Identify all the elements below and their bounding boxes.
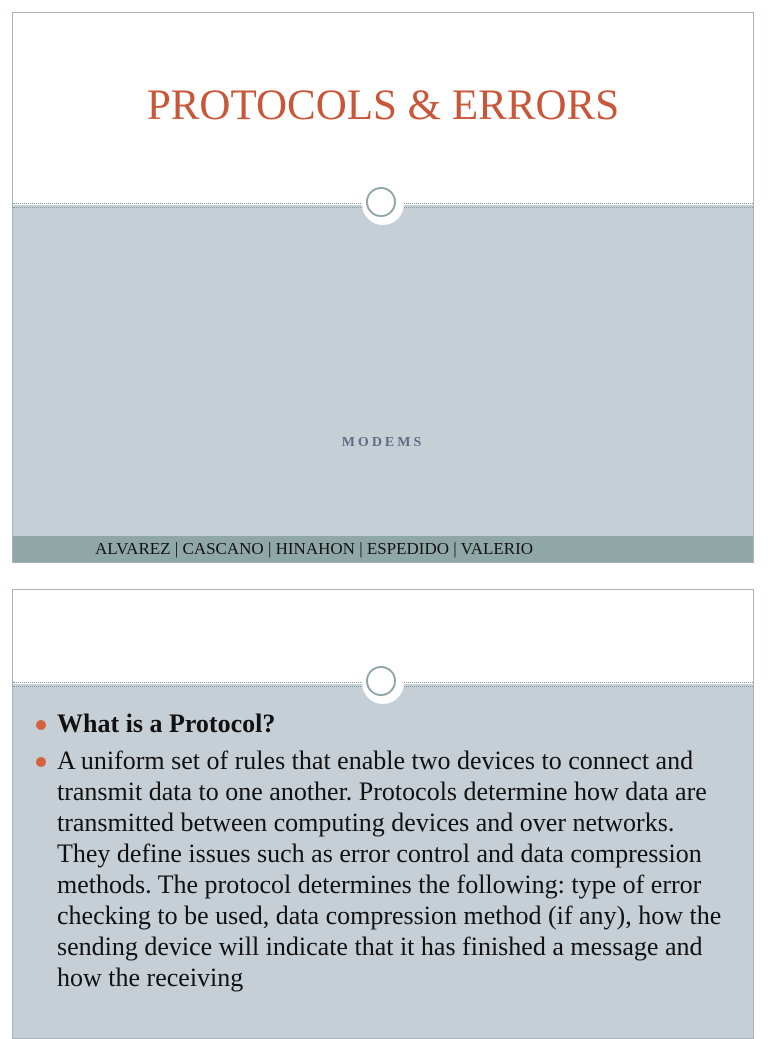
circle-ornament-icon (362, 183, 404, 225)
bullet-dot-icon (36, 720, 46, 730)
bullet-definition: A uniform set of rules that enable two devices to connect and transmit data to one another. Protocols determine how data are transmitted between computing devices and over networks. They define issues such as error control and data compression methods. The protocol determines the following: type of error checking to be used, data compression method (if any), how the sending device will indicate that it has finished a message and how the receiving (57, 746, 722, 992)
slide-subtitle: MODEMS (341, 435, 425, 450)
circle-ornament-inner (366, 187, 396, 217)
bullet-item (33, 708, 731, 739)
circle-ornament-icon (362, 662, 404, 704)
circle-ornament-inner (366, 666, 396, 696)
authors-footer: ALVAREZ | CASCANO | HINAHON | ESPEDIDO | VALERIO (95, 539, 534, 558)
footer-bar (13, 536, 753, 562)
bullet-question: What is a Protocol? (57, 709, 276, 738)
slide-1 (12, 12, 754, 563)
slide-1-body-area (13, 205, 753, 562)
bullet-dot-icon (36, 757, 46, 767)
slide-title: PROTOCOLS & ERRORS (146, 82, 620, 129)
slide-1-header-area (13, 13, 753, 205)
slide-2 (12, 589, 754, 1039)
bullet-item (33, 745, 731, 993)
bullet-list (33, 708, 731, 999)
